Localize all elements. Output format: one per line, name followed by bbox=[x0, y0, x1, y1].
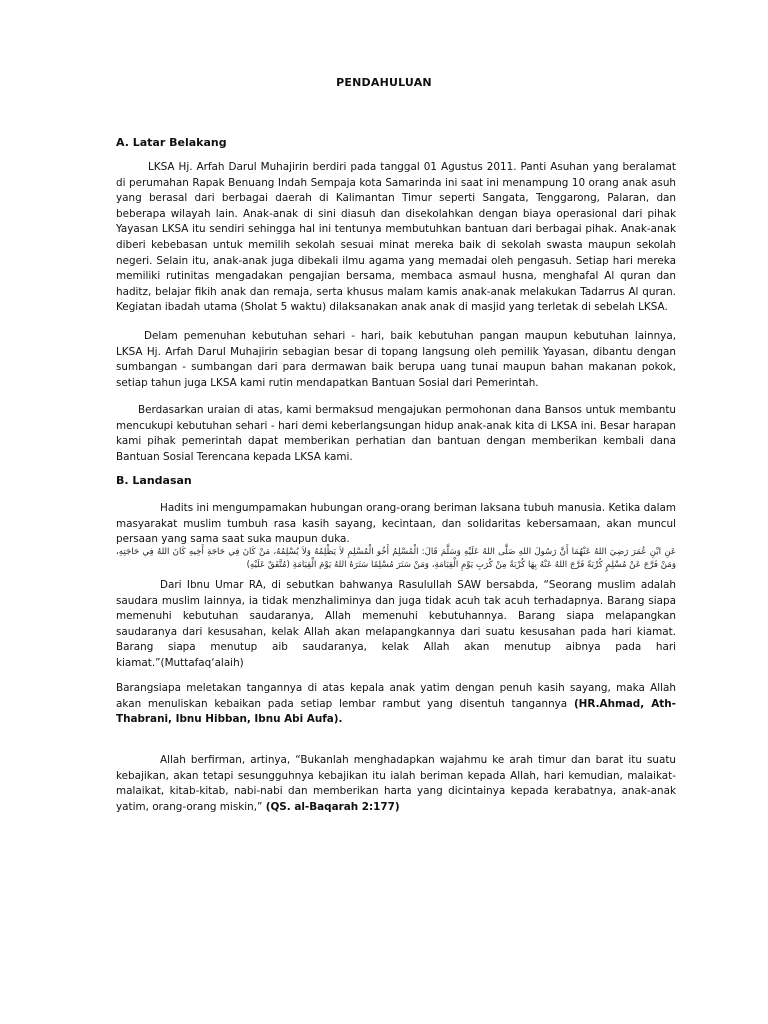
section-b-paragraph-4 bbox=[116, 753, 676, 815]
section-b-heading: B. Landasan bbox=[116, 474, 192, 487]
quran-verse-text: Allah berfirman, artinya, “Bukanlah menghadapkan wajahmu ke arah timur dan barat itu suatu kebajikan, akan tetapi sesungguhnya kebajikan itu ialah beriman kepada Allah, hari kemudian, malaikat-malaikat, kitab-kitab, nabi-nabi dan memberikan harta yang dicintainya kepada kerabatnya, anak-anak yatim, orang-orang miskin,” bbox=[116, 754, 676, 813]
yatim-hadith-text: Barangsiapa meletakan tangannya di atas kepala anak yatim dengan penuh kasih sayang, maka Allah akan menuliskan kebaikan pada setiap lembar rambut yang disentuh tangannya bbox=[116, 682, 676, 710]
section-a-paragraph-3: Berdasarkan uraian di atas, kami bermaksud mengajukan permohonan dana Bansos untuk membantu mencukupi kebutuhan sehari - hari demi keberlangsungan hidup anak-anak kita di LKSA ini. Besar harapan kami pihak pemerintah dapat memberikan perhatian dan bantuan dengan memberikan kembali dana Bantuan Sosial Terencana kepada LKSA kami. bbox=[116, 404, 676, 463]
arabic-hadith-text: عَنِ ابْنِ عُمَرَ رَضِيَ اللهُ عَنْهُمَا أَنَّ رَسُولَ اللهِ صَلَّى اللهُ عَلَيْهِ وَسَلَّمَ قَالَ: الْمُسْلِمُ أَخُو الْمُسْلِمِ لاَ يَظْلِمُهُ وَلاَ يُسْلِمُهُ، مَنْ كَانَ فِي حَاجَةِ أَخِيهِ كَانَ اللهُ فِي حَاجَتِهِ، وَمَنْ فَرَّجَ عَنْ مُسْلِمٍ كُرْبَةً فَرَّجَ اللهُ عَنْهُ بِهَا كُرْبَةً مِنْ كُرَبِ يَوْمِ الْقِيَامَةِ، وَمَنْ سَتَرَ مُسْلِمًا سَتَرَهُ اللهُ يَوْمَ الْقِيَامَةِ (مُتَّفَقٌ عَلَيْهِ) bbox=[116, 547, 676, 570]
quran-verse-reference: (QS. al-Baqarah 2:177) bbox=[265, 800, 400, 813]
section-b-paragraph-1: Hadits ini mengumpamakan hubungan orang-orang beriman laksana tubuh manusia. Ketika dalam masyarakat muslim tumbuh rasa kasih sayang, kecintaan, dan solidaritas kebersamaan, akan muncul persaan yang sama saat suka maupun duka. bbox=[116, 502, 676, 546]
section-a-paragraph-2: Delam pemenuhan kebutuhan sehari - hari, baik kebutuhan pangan maupun kebutuhan lainnya, LKSA Hj. Arfah Darul Muhajirin sebagian besar di topang langsung oleh pemilik Yayasan, dibantu dengan sumbangan - sumbangan dari para dermawan baik berupa uang tunai maupun bahan makanan pokok, setiap tahun juga LKSA kami rutin mendapatkan Bantuan Sosial dari Pemerintah. bbox=[116, 330, 676, 389]
page-title: PENDAHULUAN bbox=[336, 76, 432, 89]
section-a-paragraph-1: LKSA Hj. Arfah Darul Muhajirin berdiri pada tanggal 01 Agustus 2011. Panti Asuhan yang beralamat di perumahan Rapak Benuang Indah Sempaja kota Samarinda ini saat ini menampung 10 orang anak asuh yang berasal dari berbagai daerah di Kalimantan Timur seperti Sangata, Tenggarong, Palaran, dan beberapa wilayah lain. Anak-anak di sini diasuh dan disekolahkan dengan biaya operasional dari pihak Yayasan LKSA itu sendiri sehingga hal ini tentunya membutuhkan bantuan dari berbagai pihak. Anak-anak diberi kebebasan untuk memilih sekolah sesuai minat mereka baik di sekolah swasta maupun sekolah negeri. Selain itu, anak-anak juga dibekali ilmu agama yang memadai oleh pengasuh. Setiap hari mereka memiliki rutinitas mengadakan pengajian bersama, membaca asmaul husna, menghafal Al quran dan haditz, belajar fikih anak dan remaja, serta khusus malam kamis anak-anak melakukan Tadarrus Al quran. Kegiatan ibadah utama (Sholat 5 waktu) dilaksanakan anak anak di masjid yang terletak di sebelah LKSA. bbox=[116, 161, 676, 314]
section-b-paragraph-3 bbox=[116, 681, 676, 728]
yatim-hadith-reference: (HR.Ahmad, Ath-Thabrani, Ibnu Hibban, Ibnu Abi Aufa). bbox=[116, 697, 676, 726]
section-b-paragraph-2: Dari Ibnu Umar RA, di sebutkan bahwanya Rasulullah SAW bersabda, “Seorang muslim adalah saudara muslim lainnya, ia tidak menzhaliminya dan juga tidak acuh tak acuh terhadapnya. Barang siapa memenuhi kebutuhan saudaranya, Allah memenuhi kebutuhannya. Barang siapa melapangkan saudaranya dari kesusahan, kelak Allah akan melapangkannya dari suatu kesusahan pada hari kiamat. Barang siapa menutup aib saudaranya, kelak Allah akan menutup aibnya pada hari kiamat.”(Muttafaq‘alaih) bbox=[116, 579, 676, 669]
section-a-heading: A. Latar Belakang bbox=[116, 136, 227, 149]
